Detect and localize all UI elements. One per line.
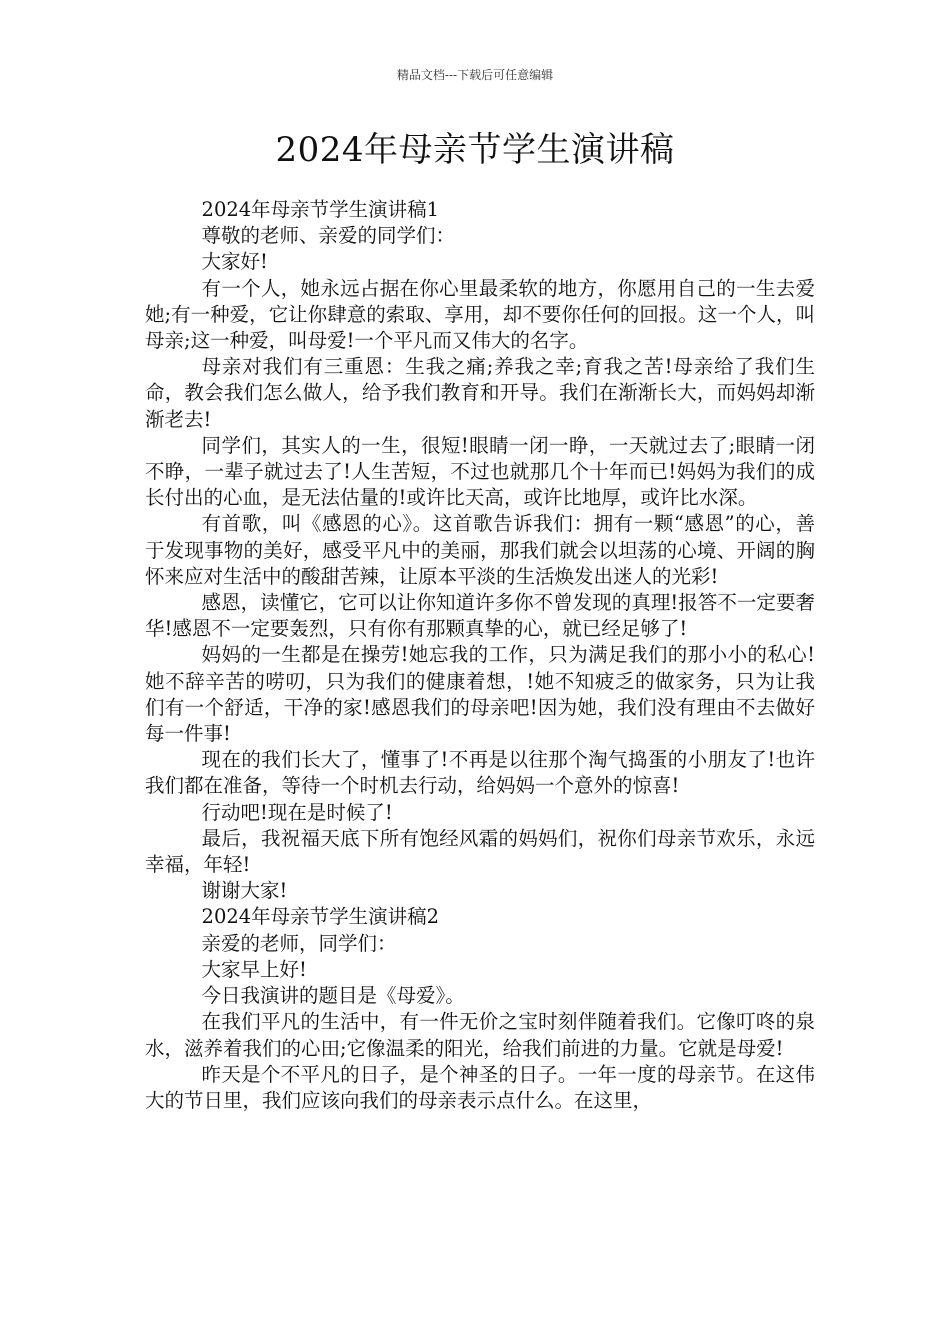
- paragraph-salutation: 尊敬的老师、亲爱的同学们：: [201, 224, 456, 248]
- paragraph: 在我们平凡的生活中，有一件无价之宝时刻伴随着我们。它像叮咚的泉水，滋养着我们的心田;它像温柔的阳光，给我们前进的力量。它就是母爱!: [145, 1010, 815, 1060]
- paragraph: 有首歌，叫《感恩的心》。这首歌告诉我们：拥有一颗“感恩”的心，善于发现事物的美好，感受平凡中的美丽，那我们就会以坦荡的心境、开阔的胸怀来应对生活中的酸甜苦辣，让原本平淡的生活焕发出迷人的光彩!: [145, 512, 815, 588]
- paragraph: 母亲对我们有三重恩：生我之痛;养我之幸;育我之苦!母亲给了我们生命，教会我们怎么做人，给予我们教育和开导。我们在渐渐长大，而妈妈却渐渐老去!: [145, 355, 815, 431]
- paragraph-speech-2-heading: 2024年母亲节学生演讲稿2: [201, 905, 440, 929]
- paragraph: 今日我演讲的题目是《母爱》。: [201, 984, 465, 1008]
- paragraph: 现在的我们长大了，懂事了!不再是以往那个淘气捣蛋的小朋友了!也许我们都在准备，等待一个时机去行动，给妈妈一个意外的惊喜!: [145, 748, 815, 798]
- document-title: 2024年母亲节学生演讲稿: [275, 130, 675, 170]
- paragraph-speech-1-heading: 2024年母亲节学生演讲稿1: [201, 198, 440, 221]
- paragraph: 同学们，其实人的一生，很短!眼睛一闭一睁，一天就过去了;眼睛一闭不睁，一辈子就过去了!人生苦短，不过也就那几个十年而已!妈妈为我们的成长付出的心血，是无法估量的!或许比天高，或许比地厚，或许比水深。: [145, 433, 815, 510]
- paragraph: 有一个人，她永远占据在你心里最柔软的地方，你愿用自己的一生去爱她;有一种爱，它让你肆意的索取、享用，却不要你任何的回报。这一个人，叫母亲;这一种爱，叫母爱!一个平凡而又伟大的名字。: [145, 276, 815, 353]
- paragraph: 昨天是个不平凡的日子，是个神圣的日子。一年一度的母亲节。在这伟大的节日里，我们应该向我们的母亲表示点什么。在这里，: [145, 1062, 815, 1112]
- paragraph: 妈妈的一生都是在操劳!她忘我的工作，只为满足我们的那小小的私心!她不辞辛苦的唠叨，只为我们的健康着想，!她不知疲乏的做家务，只为让我们有一个舒适，干净的家!感恩我们的母亲吧!因为她，我们没有理由不去做好每一件事!: [145, 643, 815, 746]
- paragraph-thanks: 谢谢大家!: [201, 879, 288, 903]
- paragraph: 行动吧!现在是时候了!: [201, 800, 393, 824]
- paragraph-greeting: 大家好!: [201, 250, 268, 274]
- document-body: [145, 197, 815, 1114]
- paragraph-salutation: 亲爱的老师，同学们：: [201, 931, 397, 955]
- document-header-note: 精品文档---下载后可任意编辑: [396, 68, 554, 82]
- paragraph-greeting: 大家早上好!: [201, 957, 307, 981]
- paragraph: 最后，我祝福天底下所有饱经风霜的妈妈们，祝你们母亲节欢乐，永远幸福，年轻!: [145, 826, 815, 877]
- paragraph: 感恩，读懂它，它可以让你知道许多你不曾发现的真理!报答不一定要奢华!感恩不一定要轰烈，只有你有那颗真挚的心，就已经足够了!: [145, 591, 815, 641]
